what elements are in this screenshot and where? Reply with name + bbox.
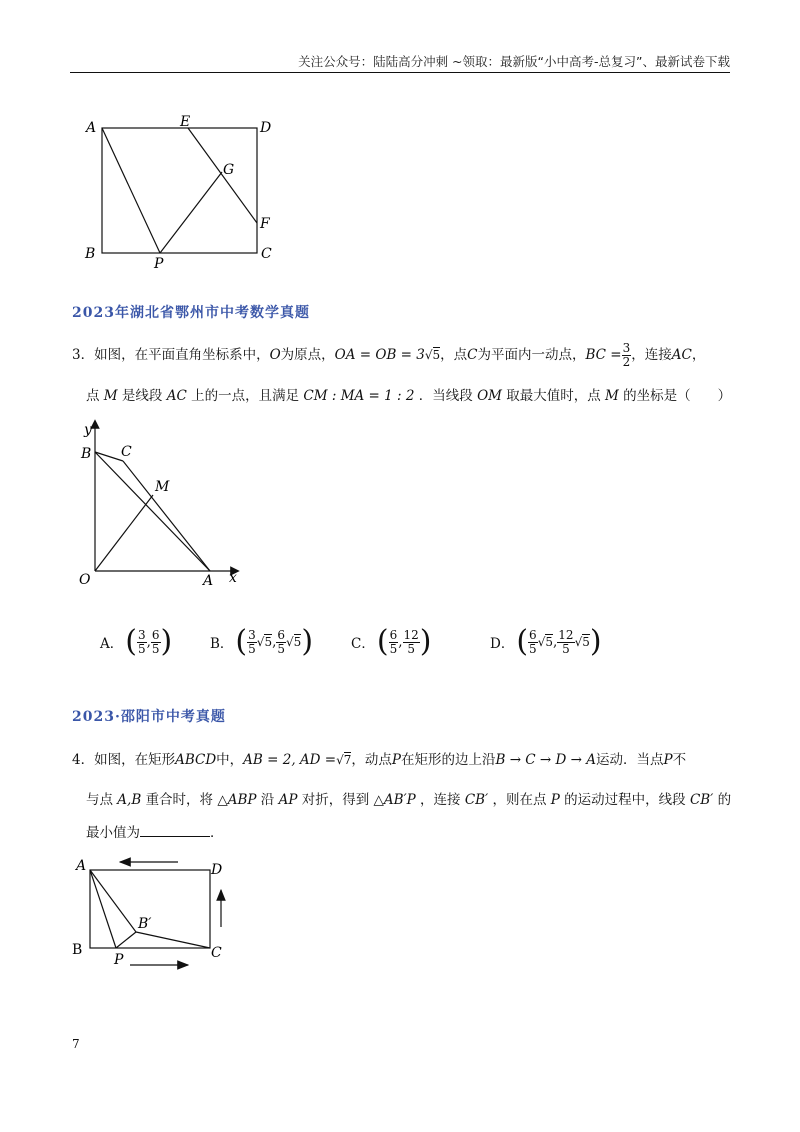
label-p: P [154,256,164,270]
label-d: D [211,862,223,878]
section-title-ezhou: 2023年湖北省鄂州市中考数学真题 [72,305,310,321]
label-c: C [121,444,132,460]
label-c: C [261,246,272,262]
label-x: x [229,570,237,586]
segment-pg [160,172,222,253]
section-title-shaoyang: 2023·邵阳市中考真题 [72,709,226,725]
page-header: 关注公众号：陆陆高分冲刺 ~领取：最新版“小中高考-总复习”、最新试卷下载 [298,54,730,69]
figure-rectangle-moving-point [68,852,238,977]
segment-ab-prime [90,870,136,932]
sqrt-7: √7 [336,753,352,767]
label-g: G [223,162,235,178]
segment-pb-prime [116,932,136,948]
label-p: P [114,952,124,968]
fraction-3-2: $\frac{3}{2}$ [622,340,631,369]
label-o: O [79,572,91,588]
q4-line-1: 4．如图，在矩形 ABCD 中， AB = 2, AD = √7 ，动点 P 在矩形的边上沿 B → C → D → A 运动．当点 P 不 [72,752,687,768]
label-e: E [180,114,191,130]
choice-d: D． ( $\frac{6}{5}$ √5 , $\frac{12}{5}$ √5 ) [490,624,602,659]
label-d: D [260,120,272,136]
segment-ap [102,128,160,253]
choice-b: B． ( $\frac{3}{5}$ √5 , $\frac{6}{5}$ √5 ) [210,624,314,659]
label-y: y [84,422,92,438]
sqrt-5: √5 [424,348,441,362]
segment-ba [95,452,210,571]
label-a: A [86,120,97,136]
q3-line-2: 点 M 是线段 AC 上的一点，且满足 CM : MA = 1 : 2 ．当线段 OM 取最大值时，点 M 的坐标是（ ） [86,388,732,404]
choice-a: A． ( $\frac{3}{5}$ , $\frac{6}{5}$ ) [100,624,173,659]
header-rule [70,72,730,73]
page-number: 7 [72,1037,80,1051]
label-c: C [211,945,222,961]
segment-ca [123,461,210,571]
segment-ap [90,870,116,948]
label-b-prime: B′ [138,916,152,932]
figure-coordinate-system [75,418,250,588]
label-a: A [203,573,214,588]
label-a: A [76,858,87,874]
segment-om [95,495,153,571]
label-b: B [81,446,92,462]
rect-abcd [90,870,210,948]
label-m: M [155,479,170,495]
label-b: B [72,942,83,958]
answer-blank [140,822,210,837]
q4-line-3: 最小值为 ． [72,822,731,843]
q3-choices [100,622,620,662]
label-f: F [260,216,270,232]
q4-line-2: 与点 A,B 重合时，将 △ABP 沿 AP 对折，得到 △AB′P ，连接 CB′ ，则在点 P 的运动过程中，线段 CB′ 的 [86,792,732,808]
segment-cb-prime [136,932,210,948]
label-b: B [85,246,96,262]
choice-c: C． ( $\frac{6}{5}$ , $\frac{12}{5}$ ) [351,624,432,659]
figure-rectangle-fold [80,108,280,270]
q3-line-1: 3．如图，在平面直角坐标系中， O 为原点， OA = OB = 3 √5 ，点 C 为平面内一动点， BC = $\frac{3}{2}$ ，连接 AC ， [72,340,706,369]
question-4 [72,748,731,843]
question-3 [72,342,731,406]
